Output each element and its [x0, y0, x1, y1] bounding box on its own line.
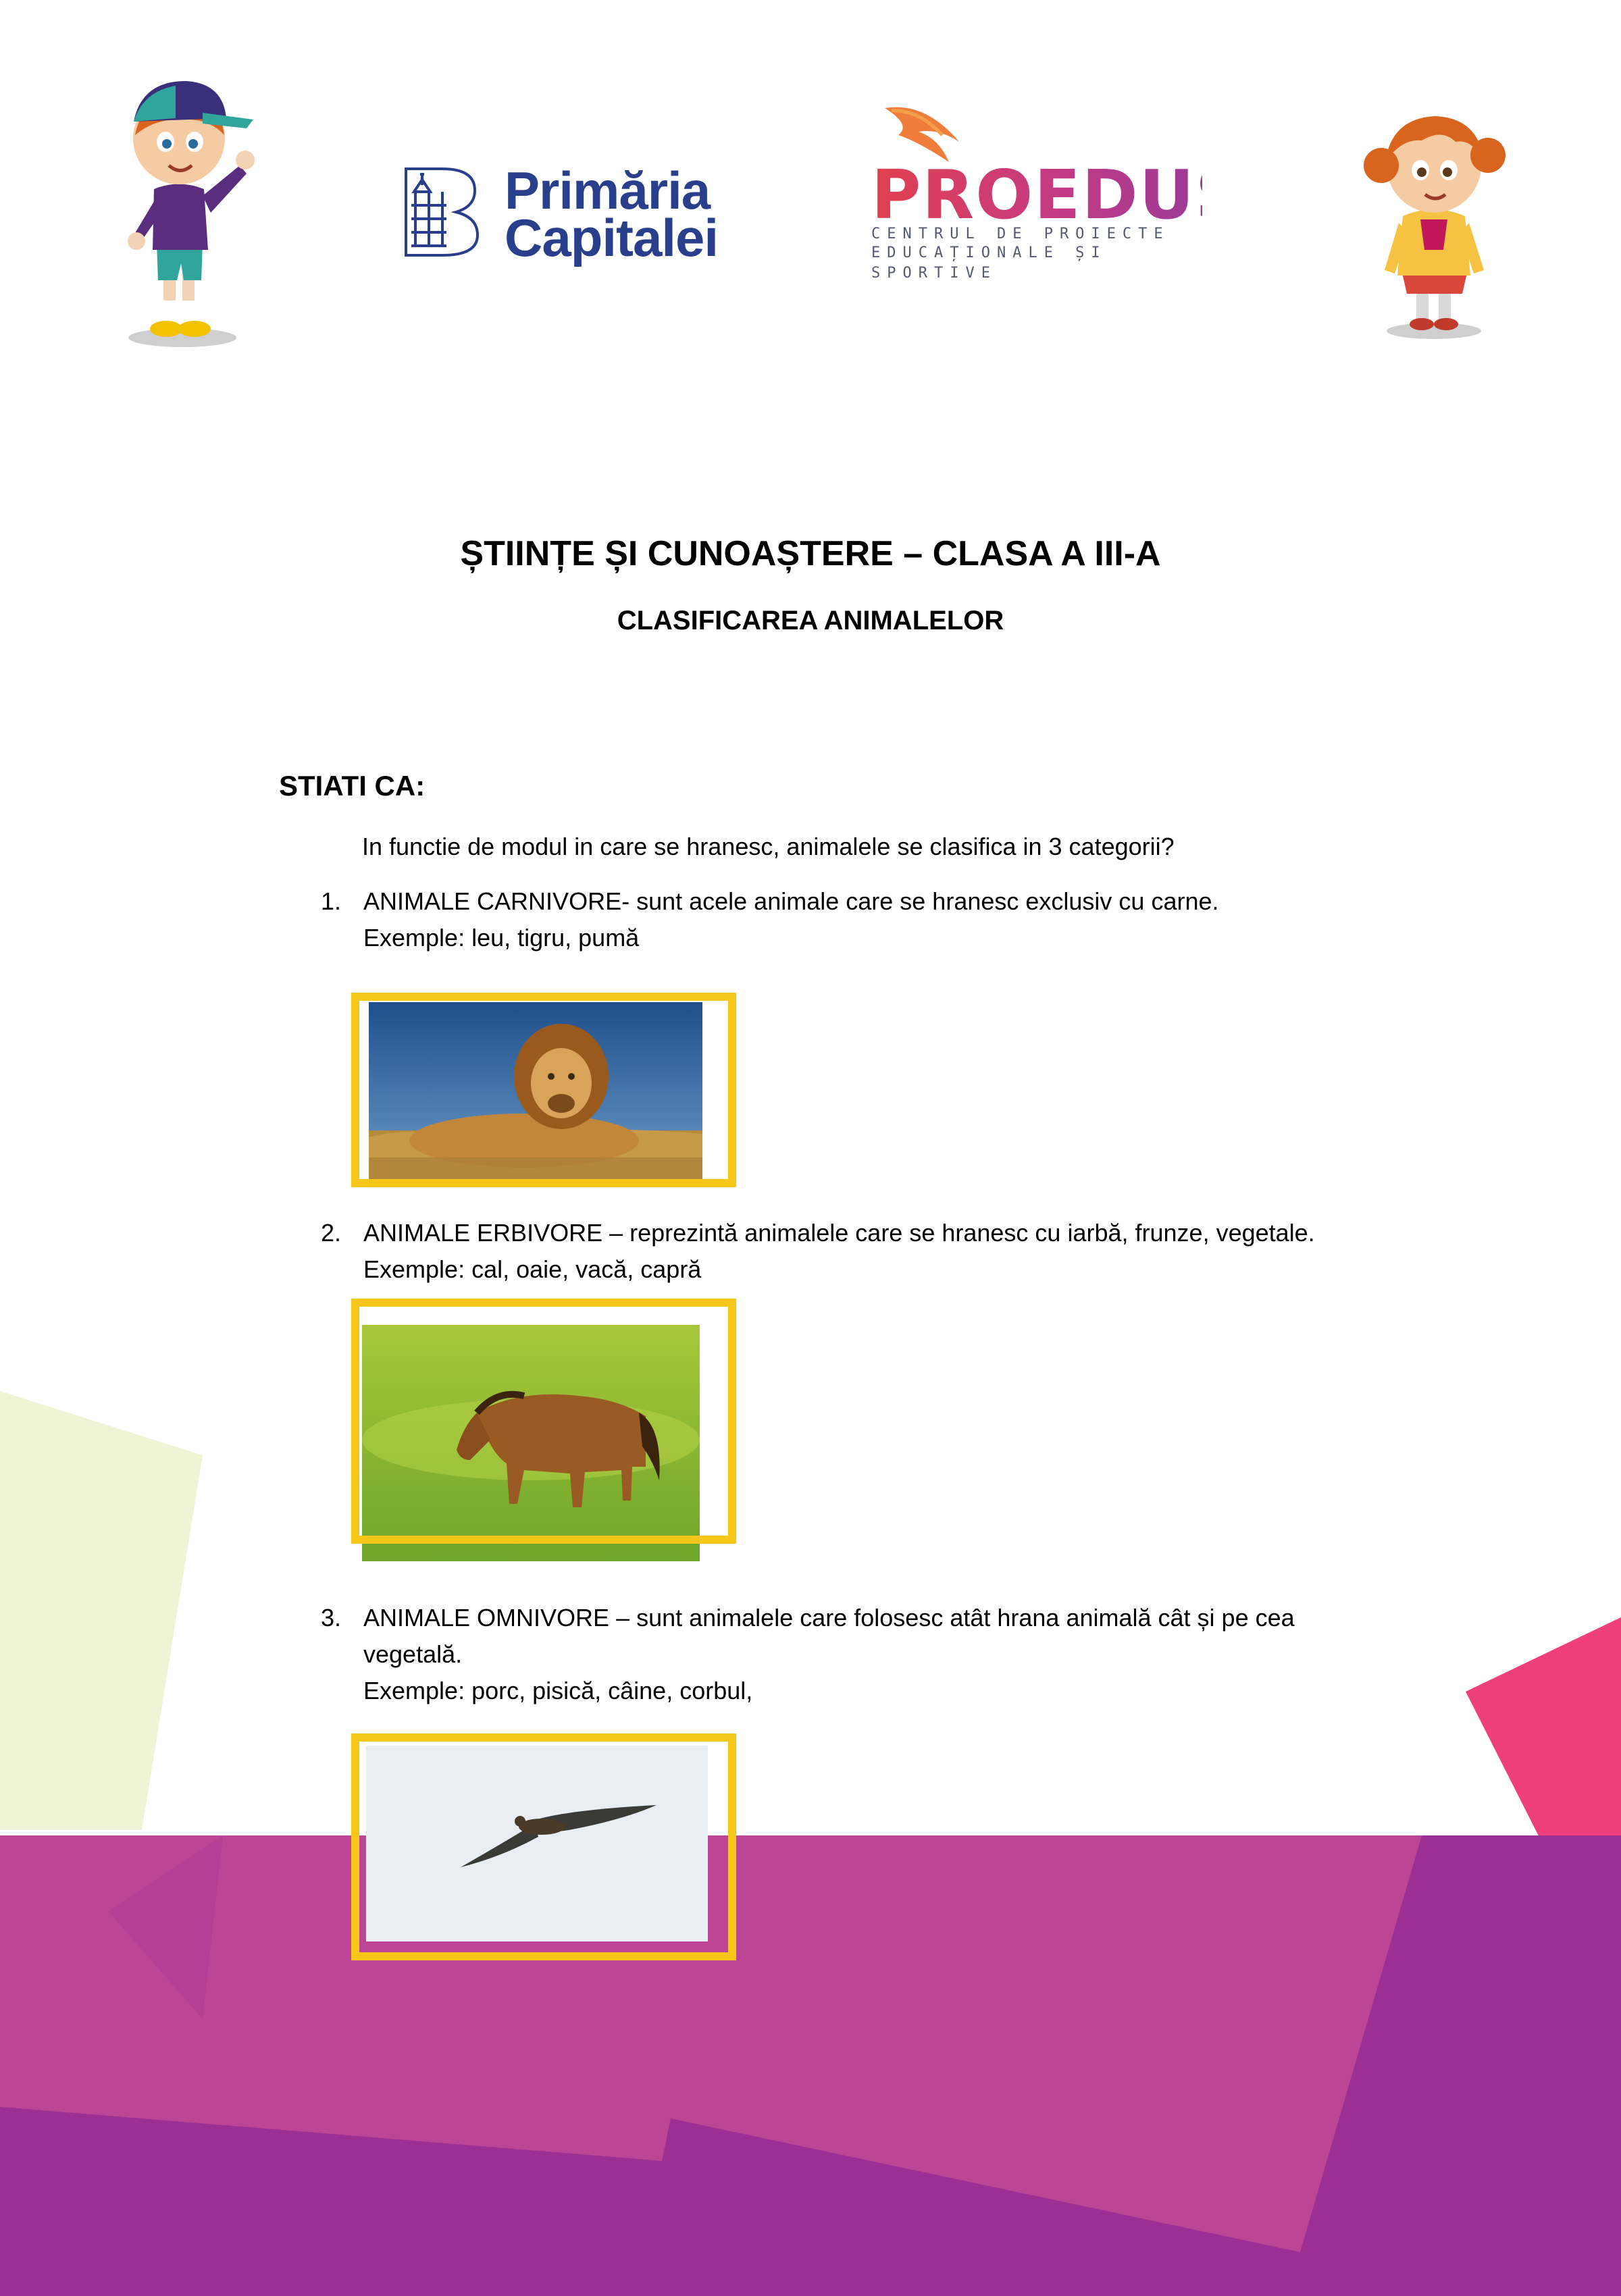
page-subtitle: CLASIFICAREA ANIMALELOR	[617, 606, 1004, 635]
item-examples: Exemple: cal, oaie, vacă, capră	[363, 1255, 702, 1283]
primaria-line2: Capitalei	[505, 208, 719, 267]
primaria-capitalei-logo	[402, 161, 740, 267]
item-description: ANIMALE ERBIVORE – reprezintă animalele care se hranesc cu iarbă, frunze, vegetale.	[363, 1219, 1315, 1247]
intro-text: In functie de modul in care se hranesc, animalele se clasifica in 3 categorii?	[362, 833, 1175, 860]
item-examples: Exemple: leu, tigru, pumă	[363, 924, 640, 951]
item-number: 2.	[321, 1219, 342, 1247]
item-description: ANIMALE CARNIVORE- sunt acele animale care se hranesc exclusiv cu carne.	[363, 887, 1219, 915]
girl-character-illustration	[1354, 101, 1510, 344]
bird-photo	[366, 1746, 708, 1941]
proedus-sub1: CENTRUL DE PROIECTE	[871, 226, 1170, 242]
item-description: ANIMALE OMNIVORE – sunt animalele care folosesc atât hrana animală cât și pe cea	[363, 1604, 1295, 1632]
section-heading: STIATI CA:	[279, 770, 426, 802]
horse-photo-frame	[351, 1299, 736, 1544]
page-title: ȘTIINȚE ȘI CUNOAȘTERE – CLASA A III-A	[460, 534, 1161, 573]
item-examples: Exemple: porc, pisică, câine, corbul,	[363, 1677, 753, 1704]
primaria-line1: Primăria	[505, 161, 711, 220]
item-number: 3.	[321, 1604, 342, 1632]
proedus-name-text: PROEDU	[871, 159, 1195, 233]
pale-green-shape	[0, 1391, 203, 1830]
lion-photo	[369, 1002, 702, 1179]
item-description-cont: vegetală.	[363, 1640, 463, 1668]
primaria-emblem-icon	[402, 165, 480, 259]
boy-character-illustration	[101, 71, 257, 355]
proedus-sub2: EDUCAȚIONALE ȘI SPORTIVE	[871, 244, 1107, 282]
item-number: 1.	[321, 887, 342, 915]
proedus-logo	[871, 101, 1209, 282]
